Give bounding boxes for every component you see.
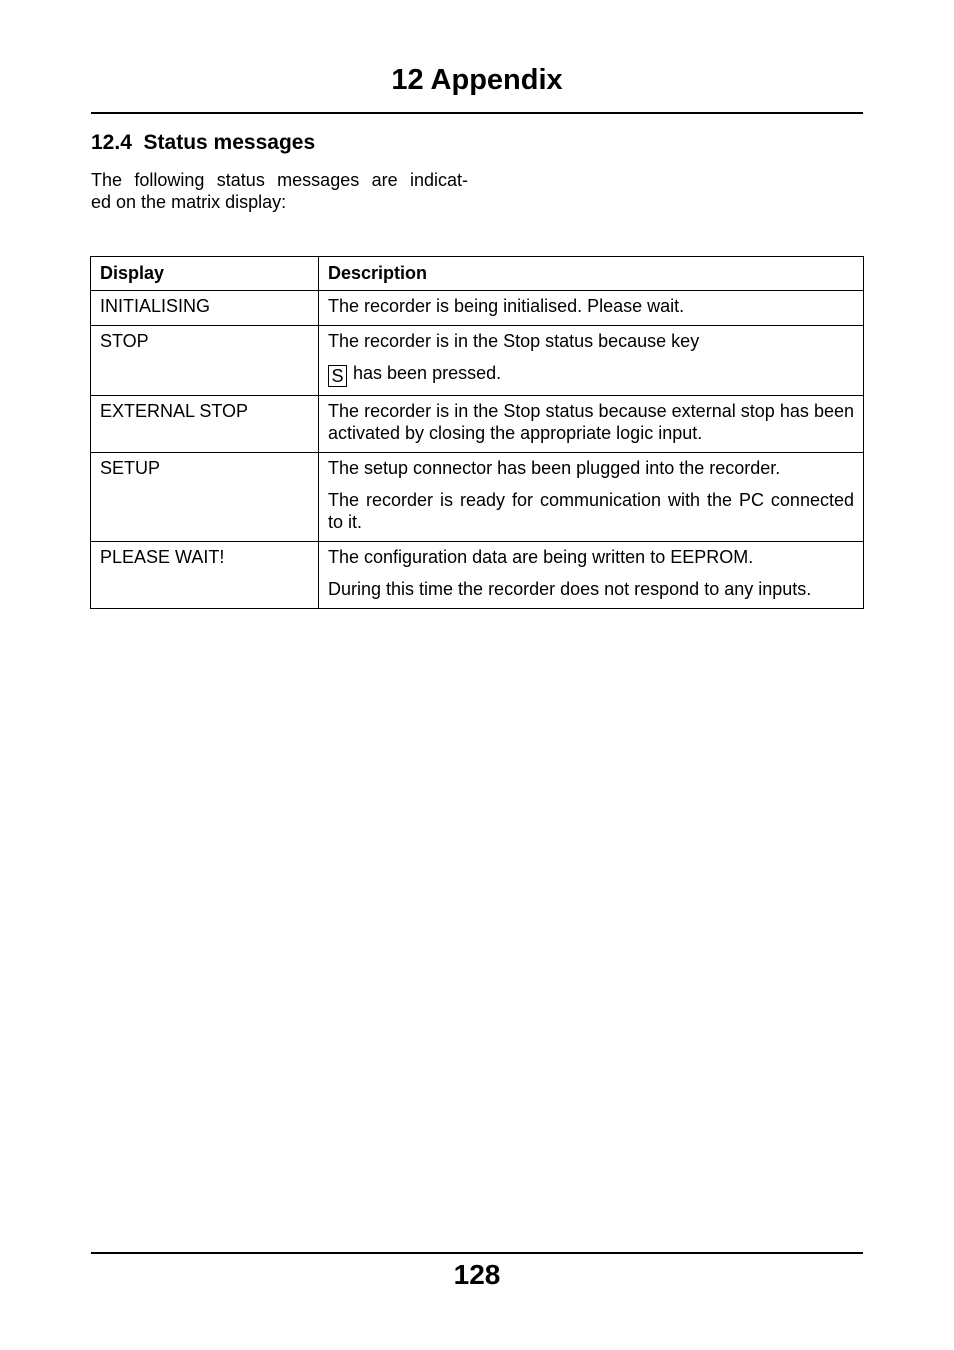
page-number: 128: [453, 1259, 501, 1290]
table-row: [91, 542, 864, 609]
description-text: During this time the recorder does not respond to any inputs.: [328, 579, 812, 599]
status-messages-table: [90, 256, 864, 609]
description-cell: [319, 542, 864, 609]
description-text: The recorder is being initialised. Please wait.: [328, 296, 685, 316]
display-cell: EXTERNAL STOP: [91, 396, 319, 453]
description-text: The setup connector has been plugged into the recorder.: [328, 458, 781, 478]
footer-rule: [91, 1252, 863, 1254]
intro-line-1: The following status messages are indicat-: [91, 170, 468, 190]
description-cell: [319, 326, 864, 396]
display-cell: SETUP: [91, 453, 319, 542]
display-cell: INITIALISING: [91, 291, 319, 326]
description-text: The configuration data are being written to EEPROM.: [328, 547, 754, 567]
description-text: The recorder is in the Stop status because external stop has been activated by closing the appropriate logic input.: [328, 401, 854, 443]
section-heading: 12.4 Status messages: [91, 131, 316, 154]
table-row: [91, 396, 864, 453]
description-text: has been pressed.: [353, 363, 502, 383]
intro-line-2: ed on the matrix display:: [91, 192, 287, 212]
description-cell: [319, 396, 864, 453]
header-rule: [91, 112, 863, 114]
table-row: [91, 291, 864, 326]
description-text: The recorder is ready for communication with the PC connected to it.: [328, 490, 854, 532]
chapter-title: 12 Appendix: [391, 64, 563, 96]
intro-paragraph: [91, 169, 471, 213]
column-header-display: Display: [91, 257, 319, 291]
stop-key-icon: S: [328, 365, 347, 387]
description-text-with-key: [328, 362, 854, 387]
display-cell: STOP: [91, 326, 319, 396]
table-header-row: [91, 257, 864, 291]
table-row: [91, 453, 864, 542]
description-cell: [319, 453, 864, 542]
column-header-description: Description: [319, 257, 864, 291]
display-cell: PLEASE WAIT!: [91, 542, 319, 609]
table-row: [91, 326, 864, 396]
description-cell: [319, 291, 864, 326]
description-text: The recorder is in the Stop status because key: [328, 331, 700, 351]
